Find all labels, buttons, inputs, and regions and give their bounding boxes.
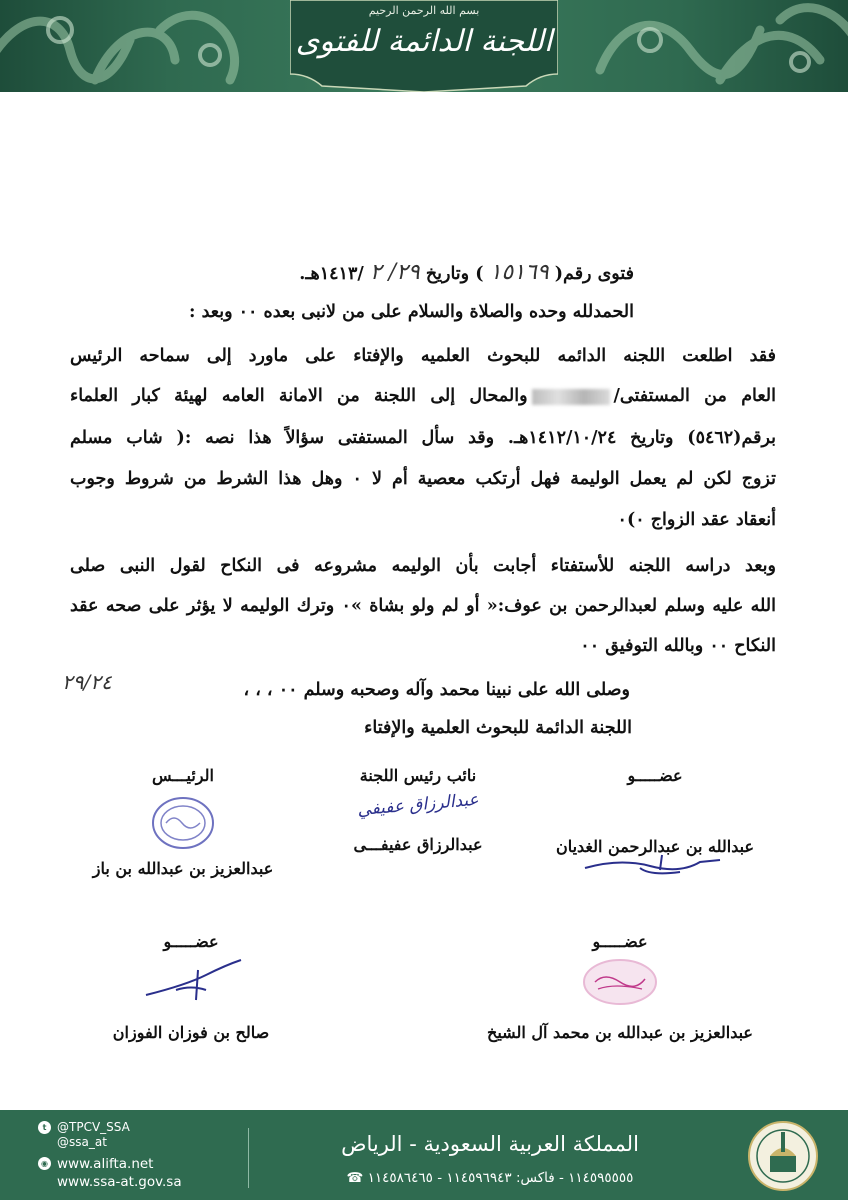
vice-name: عبدالرزاق عفيفـــى [353,835,483,854]
twitter-handle-2[interactable]: @ssa_at [57,1135,107,1149]
paragraph2-line2: الله عليه وسلم لعبدالرحمن بن عوف:« أو لم ولو بشاة »٠ وترك الوليمه لا يؤثر على صحه عقد [70,596,776,616]
handwritten-note: ٢٩/٢٤ [62,670,112,694]
signatory-member2 [96,932,286,1042]
committee-name: اللجنة الدائمة للبحوث العلمية والإفتاء [364,718,632,738]
member2-name: صالح بن فوزان الفوزان [112,1023,270,1042]
member3-stamp [580,957,660,1007]
footer-divider [248,1128,249,1188]
presidency-logo [746,1118,820,1194]
paragraph2-line3: النكاح ٠٠ وبالله التوفيق ٠٠ [580,636,776,656]
fatwa-number: ١٥١٦٩ [489,260,549,285]
paragraph1-line4: تزوج لكن لم يعمل الوليمة فهل أرتكب معصية أم لا ٠ وهل هذا الشرط من شروط وجوب [70,469,777,489]
twitter-handle-1[interactable]: t @TPCV_SSA [38,1120,182,1134]
signatory-chair [88,766,278,878]
signatory-vice [318,766,518,854]
chair-name: عبدالعزيز بن عبدالله بن باز [92,859,274,878]
chair-role: الرئيـــس [152,766,214,785]
letterhead-footer [0,1110,848,1200]
globe-icon: ◉ [38,1157,51,1170]
signatory-member1 [540,766,770,880]
paragraph1-line3: برقم(٥٤٦٢) وتاريخ ١٤١٢/١٠/٢٤هـ. وقد سأل المستفتى سؤالاً هذا نصه :( شاب مسلم [70,428,776,448]
paragraph2-line1: وبعد دراسه اللجنه للأستفتاء أجابت بأن الوليمه مشروعه فى النكاح لقول النبى صلى [70,556,776,576]
vice-role: نائب رئيس اللجنة [359,766,477,785]
member1-role: عضـــــو [627,766,683,785]
fatwa-date: ٢٩/ ٢ [369,260,420,285]
member1-name: عبدالله بن عبدالرحمن الغديان [555,837,755,856]
website-link-1[interactable]: ◉ www.alifta.net [38,1155,182,1172]
chair-stamp [148,793,218,853]
footer-contacts [38,1120,182,1191]
vice-signature: عبدالرزاق عفيفي [356,789,480,821]
member3-name: عبدالعزيز بن عبدالله بن محمد آل الشيخ [487,1023,753,1042]
opening-line: الحمدلله وحده والصلاة والسلام على من لانبى بعده ٠٠ وبعد : [189,302,634,322]
phone-icon: ☎ [346,1170,364,1186]
paragraph1-line2: العام من المستفتى/والمحال إلى اللجنة من الامانة العامه لهيئة كبار العلماء [70,386,777,406]
website-link-2[interactable]: www.ssa-at.gov.sa [57,1173,182,1190]
kingdom-location: المملكة العربية السعودية - الرياض [341,1132,639,1156]
paragraph1-line5: أنعقاد عقد الزواج ٠)٠ [617,510,776,530]
twitter-icon: t [38,1121,51,1134]
member2-signature [136,955,246,1005]
header-title: اللجنة الدائمة للفتوى [295,24,553,59]
member2-role: عضـــــو [163,932,219,951]
phone-fax: ١١٤٥٩٥٥٥٥ - فاكس: ١١٤٥٩٦٩٤٣ - ١١٤٥٨٦٤٦٥ ☎ [346,1170,634,1186]
member3-role: عضـــــو [592,932,648,951]
closing-line: وصلى الله على نبينا محمد وآله وصحبه وسلم ٠٠ ، ، ، [243,680,630,700]
signatory-member3 [470,932,770,1042]
fatwa-heading: فتوى رقم( ١٥١٦٩ ) وتاريخ ٢٩/ ٢ /١٤١٣هـ. [299,260,634,285]
redacted-name [532,389,610,405]
paragraph1-line1: فقد اطلعت اللجنه الدائمه للبحوث العلميه والإفتاء على ماورد إلى سماحه الرئيس [70,346,776,366]
basmala: بسم الله الرحمن الرحيم [368,4,480,17]
